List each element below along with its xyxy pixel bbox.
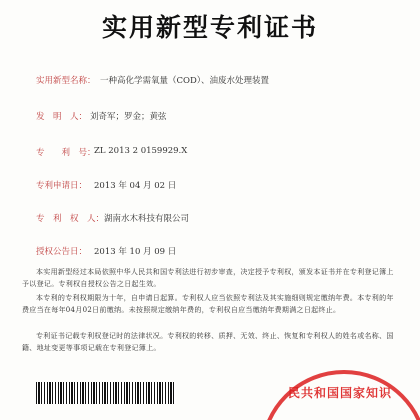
barcode [36, 382, 176, 404]
field-label-grant-date: 授权公告日： [36, 247, 88, 257]
field-label-application-date: 专利申请日： [36, 181, 88, 191]
seal-text: 民共和国国家知识 [288, 386, 393, 400]
paragraph-legal-status: 专利证书记载专利权登记时的法律状况。专利权的转移、质押、无效、终止、恢复和专利权人的姓名或名称、国籍、地址变更等事项记载在专利登记簿上。 [22, 332, 394, 353]
field-value-name: 一种高化学需氧量（COD）、油废水处理装置 [100, 76, 270, 86]
field-value-patent-number: ZL 2013 2 0159929.X [94, 146, 188, 156]
field-value-grant-date: 2013 年 10 月 09 日 [94, 247, 177, 257]
certificate-title: 实用新型专利证书 [101, 13, 318, 42]
field-label-inventor: 发 明 人： [36, 112, 88, 122]
field-label-name: 实用新型名称： [36, 76, 96, 86]
field-label-patentee: 专 利 权 人： [36, 214, 105, 224]
field-value-inventor: 刘奇军；罗金；黄弦 [90, 112, 167, 122]
field-value-patentee: 湖南水木科技有限公司 [104, 214, 190, 224]
paragraph-term: 本专利的专利权期限为十年，自申请日起算。专利权人应当依照专利法及其实施细则规定缴纳年费。本专利的年费应当在每年04月02日前缴纳。未按照规定缴纳年费的，专利权自应当缴纳年费期满之日起终止。 [22, 294, 394, 315]
field-label-patent-number: 专 利 号： [36, 148, 96, 158]
field-value-application-date: 2013 年 04 月 02 日 [94, 181, 177, 191]
official-seal [250, 360, 420, 420]
paragraph-grant: 本实用新型经过本局依照中华人民共和国专利法进行初步审查，决定授予专利权，颁发本证书并在专利登记簿上予以登记。专利权自授权公告之日起生效。 [22, 268, 394, 289]
